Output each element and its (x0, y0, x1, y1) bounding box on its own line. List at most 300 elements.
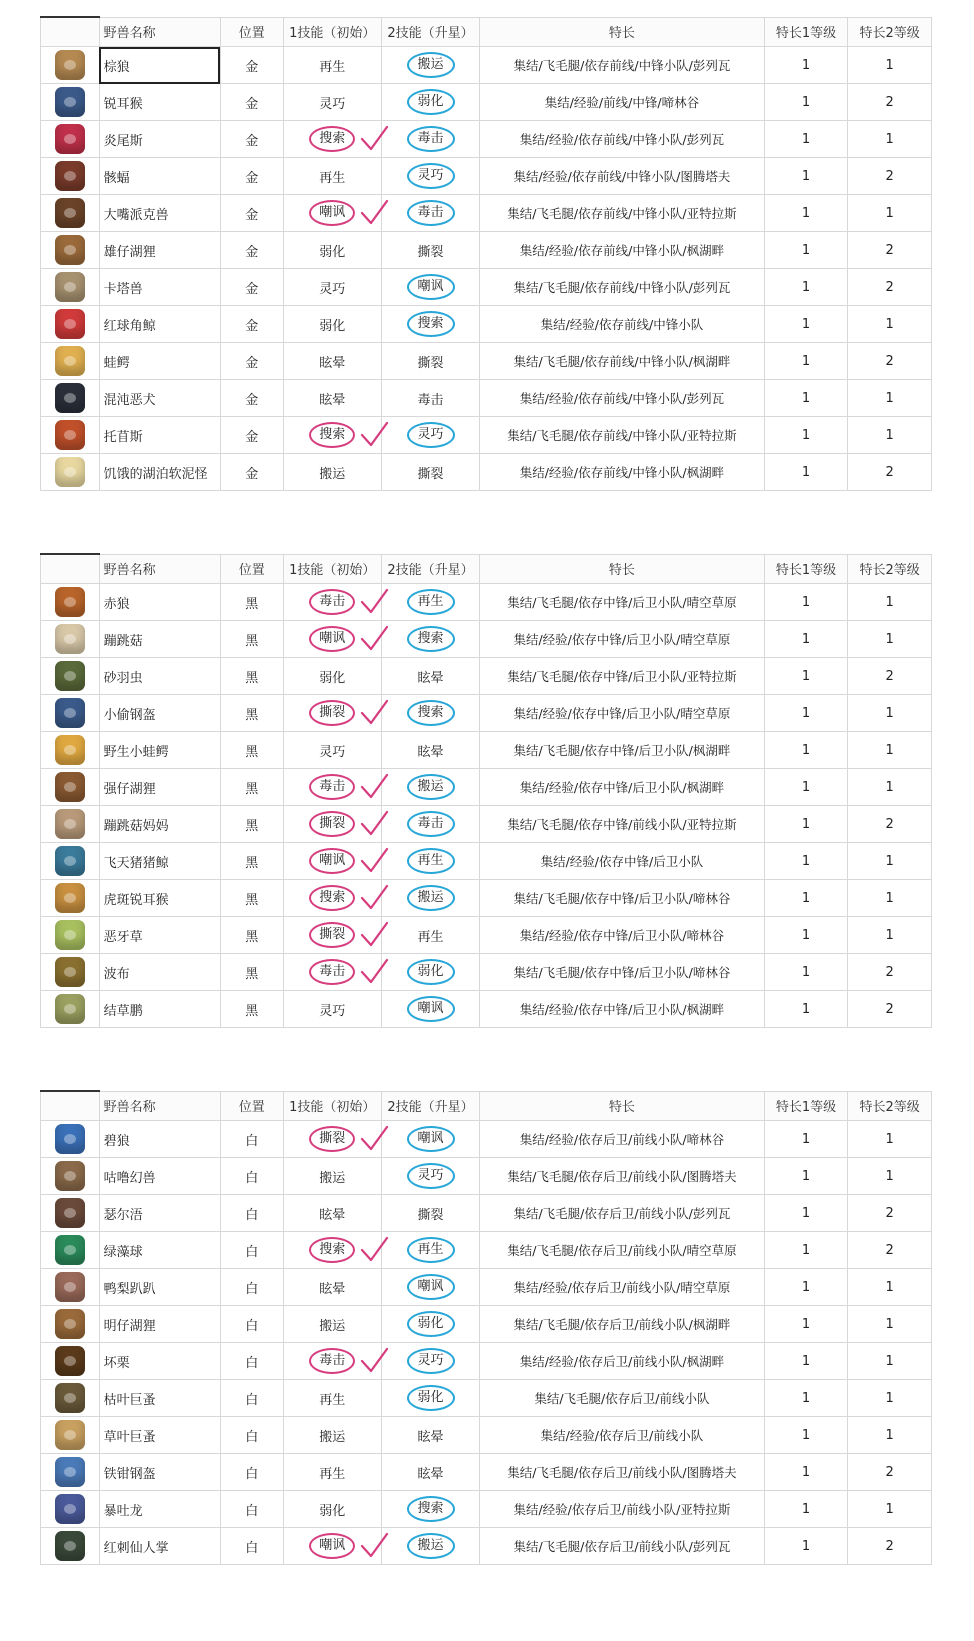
beast-avatar-cell (41, 343, 100, 380)
specialty2-level: 1 (848, 1417, 932, 1454)
beast-avatar-cell (41, 84, 100, 121)
header-cell: 位置 (220, 554, 283, 584)
position-cell: 黑 (220, 732, 283, 769)
beast-name[interactable]: 蛙鳄 (99, 343, 220, 380)
beast-avatar-cell (41, 769, 100, 806)
table-row[interactable] (41, 1306, 932, 1343)
specialty-cell: 集结/飞毛腿/依存后卫/前线小队/彭列瓦 (480, 1528, 764, 1565)
skill1-marked: 嘲讽 (309, 1533, 355, 1559)
beast-avatar-cell (41, 47, 100, 84)
beast-avatar (55, 698, 85, 728)
table-row[interactable] (41, 1232, 932, 1269)
specialty-cell: 集结/经验/依存前线/中锋小队 (480, 306, 764, 343)
specialty-cell: 集结/经验/依存前线/中锋小队/彭列瓦 (480, 121, 764, 158)
beast-avatar (55, 87, 85, 117)
specialty1-level: 1 (764, 1528, 848, 1565)
skill1-cell: 搬运 (283, 1158, 381, 1195)
skill1-cell: 弱化 (283, 306, 381, 343)
specialty1-level: 1 (764, 584, 848, 621)
skill2-cell: 眩晕 (381, 658, 479, 695)
skill2-cell (381, 158, 479, 195)
beast-name[interactable]: 强仔湖狸 (99, 769, 220, 806)
specialty-cell: 集结/经验/依存后卫/前线小队 (480, 1417, 764, 1454)
header-cell: 特长1等级 (764, 17, 848, 47)
specialty2-level: 1 (848, 121, 932, 158)
specialty-cell: 集结/飞毛腿/依存后卫/前线小队 (480, 1380, 764, 1417)
specialty2-level: 1 (848, 195, 932, 232)
skill2-cell: 眩晕 (381, 1417, 479, 1454)
beast-avatar (55, 994, 85, 1024)
position-cell: 金 (220, 121, 283, 158)
skill1-cell: 搬运 (283, 1417, 381, 1454)
table-row[interactable] (41, 1269, 932, 1306)
skill2-cell (381, 195, 479, 232)
header-cell: 位置 (220, 17, 283, 47)
skill2-marked: 搜索 (407, 1496, 455, 1522)
specialty1-level: 1 (764, 732, 848, 769)
table-row[interactable] (41, 1417, 932, 1454)
skill1-cell (283, 1528, 381, 1565)
table-row[interactable] (41, 232, 932, 269)
specialty-cell: 集结/飞毛腿/依存中锋/后卫小队/啼林谷 (480, 954, 764, 991)
table-row[interactable] (41, 454, 932, 491)
beast-name[interactable]: 混沌恶犬 (99, 380, 220, 417)
skill2-marked: 再生 (407, 848, 455, 874)
beast-avatar (55, 957, 85, 987)
beast-avatar-cell (41, 1306, 100, 1343)
skill2-marked: 弱化 (407, 1311, 455, 1337)
beast-avatar (55, 420, 85, 450)
position-cell: 金 (220, 158, 283, 195)
specialty1-level: 1 (764, 880, 848, 917)
specialty1-level: 1 (764, 343, 848, 380)
beast-avatar-cell (41, 621, 100, 658)
beast-name[interactable]: 飞天猪猪鲸 (99, 843, 220, 880)
specialty-cell: 集结/经验/依存中锋/后卫小队/晴空草原 (480, 695, 764, 732)
specialty2-level: 1 (848, 417, 932, 454)
skill1-marked: 毒击 (309, 589, 355, 615)
skill1-cell: 灵巧 (283, 732, 381, 769)
specialty2-level: 1 (848, 1380, 932, 1417)
specialty-cell: 集结/经验/依存后卫/前线小队/啼林谷 (480, 1121, 764, 1158)
table-row[interactable] (41, 84, 932, 121)
table-row[interactable] (41, 843, 932, 880)
skill2-cell: 毒击 (381, 380, 479, 417)
beast-avatar (55, 235, 85, 265)
skill2-cell: 再生 (381, 917, 479, 954)
specialty1-level: 1 (764, 269, 848, 306)
table-row[interactable] (41, 658, 932, 695)
skill2-marked: 毒击 (407, 200, 455, 226)
specialty-cell: 集结/经验/依存后卫/前线小队/枫湖畔 (480, 1343, 764, 1380)
table-row[interactable] (41, 954, 932, 991)
beast-name[interactable]: 咕噜幻兽 (99, 1158, 220, 1195)
specialty2-level: 2 (848, 158, 932, 195)
table-row[interactable] (41, 991, 932, 1028)
beast-avatar-cell (41, 991, 100, 1028)
beast-name[interactable]: 暴吐龙 (99, 1491, 220, 1528)
header-cell: 2技能（升星） (381, 1091, 479, 1121)
specialty-cell: 集结/飞毛腿/依存前线/中锋小队/彭列瓦 (480, 269, 764, 306)
beast-name[interactable]: 大嘴派克兽 (99, 195, 220, 232)
specialty2-level: 2 (848, 658, 932, 695)
position-cell: 黑 (220, 769, 283, 806)
skill1-cell: 灵巧 (283, 269, 381, 306)
specialty-cell: 集结/飞毛腿/依存中锋/后卫小队/亚特拉斯 (480, 658, 764, 695)
skill1-cell: 灵巧 (283, 84, 381, 121)
specialty2-level: 1 (848, 1491, 932, 1528)
skill1-cell (283, 195, 381, 232)
specialty1-level: 1 (764, 991, 848, 1028)
beast-name[interactable]: 小偷钢盔 (99, 695, 220, 732)
skill2-marked: 灵巧 (407, 1348, 455, 1374)
specialty2-level: 2 (848, 454, 932, 491)
beast-avatar (55, 772, 85, 802)
beast-avatar-cell (41, 1454, 100, 1491)
specialty1-level: 1 (764, 1158, 848, 1195)
specialty1-level: 1 (764, 1195, 848, 1232)
beast-name[interactable]: 鸭梨趴趴 (99, 1269, 220, 1306)
beast-avatar-cell (41, 1491, 100, 1528)
specialty-cell: 集结/飞毛腿/依存中锋/后卫小队/啼林谷 (480, 880, 764, 917)
table-row[interactable] (41, 917, 932, 954)
specialty-cell: 集结/经验/依存中锋/后卫小队/啼林谷 (480, 917, 764, 954)
beast-name[interactable]: 饥饿的湖泊软泥怪 (99, 454, 220, 491)
beast-avatar (55, 846, 85, 876)
beast-avatar-cell (41, 269, 100, 306)
specialty2-level: 2 (848, 84, 932, 121)
table-row[interactable] (41, 806, 932, 843)
beast-avatar (55, 1531, 85, 1561)
specialty2-level: 1 (848, 917, 932, 954)
table-row[interactable] (41, 306, 932, 343)
header-cell: 1技能（初始） (283, 1091, 381, 1121)
specialty1-level: 1 (764, 84, 848, 121)
position-cell: 黑 (220, 806, 283, 843)
skill2-marked: 灵巧 (407, 1163, 455, 1189)
skill2-marked: 搜索 (407, 626, 455, 652)
skill1-cell (283, 806, 381, 843)
skill2-cell: 撕裂 (381, 232, 479, 269)
beast-name[interactable]: 炎尾斯 (99, 121, 220, 158)
specialty1-level: 1 (764, 806, 848, 843)
header-avatar (41, 17, 100, 47)
table-row[interactable] (41, 380, 932, 417)
beast-avatar-cell (41, 584, 100, 621)
beast-avatar (55, 346, 85, 376)
beast-avatar (55, 50, 85, 80)
beast-table-black (40, 553, 932, 1028)
beast-name[interactable]: 砂羽虫 (99, 658, 220, 695)
specialty2-level: 2 (848, 1454, 932, 1491)
position-cell: 黑 (220, 880, 283, 917)
specialty2-level: 1 (848, 47, 932, 84)
header-cell: 特长 (480, 554, 764, 584)
table-row[interactable] (41, 732, 932, 769)
header-cell: 特长 (480, 17, 764, 47)
beast-name[interactable]: 结草鹏 (99, 991, 220, 1028)
header-cell: 野兽名称 (99, 1091, 220, 1121)
beast-name[interactable]: 瑟尔浯 (99, 1195, 220, 1232)
skill1-cell (283, 954, 381, 991)
position-cell: 金 (220, 343, 283, 380)
position-cell: 黑 (220, 695, 283, 732)
skill1-marked: 撕裂 (309, 811, 355, 837)
beast-name[interactable]: 卡塔兽 (99, 269, 220, 306)
specialty1-level: 1 (764, 1269, 848, 1306)
beast-name[interactable]: 铁钳钢盔 (99, 1454, 220, 1491)
beast-avatar-cell (41, 1380, 100, 1417)
beast-name[interactable]: 骸蝠 (99, 158, 220, 195)
specialty2-level: 2 (848, 1195, 932, 1232)
skill2-marked: 灵巧 (407, 422, 455, 448)
specialty1-level: 1 (764, 1380, 848, 1417)
beast-avatar (55, 1272, 85, 1302)
beast-name[interactable]: 野生小蛙鳄 (99, 732, 220, 769)
skill1-cell (283, 1343, 381, 1380)
table-row[interactable] (41, 1121, 932, 1158)
skill1-cell (283, 769, 381, 806)
beast-avatar-cell (41, 1195, 100, 1232)
beast-name[interactable]: 虎斑锐耳猴 (99, 880, 220, 917)
skill1-cell (283, 695, 381, 732)
table-row[interactable] (41, 1491, 932, 1528)
specialty2-level: 1 (848, 1306, 932, 1343)
header-cell: 特长2等级 (848, 554, 932, 584)
specialty-cell: 集结/飞毛腿/依存后卫/前线小队/晴空草原 (480, 1232, 764, 1269)
skill1-cell (283, 621, 381, 658)
specialty1-level: 1 (764, 658, 848, 695)
beast-avatar (55, 1309, 85, 1339)
specialty2-level: 1 (848, 769, 932, 806)
skill2-cell (381, 843, 479, 880)
specialty2-level: 1 (848, 880, 932, 917)
header-avatar (41, 1091, 100, 1121)
skill1-cell: 再生 (283, 47, 381, 84)
beast-name[interactable]: 恶牙草 (99, 917, 220, 954)
position-cell: 金 (220, 306, 283, 343)
skill2-marked: 搬运 (407, 774, 455, 800)
specialty-cell: 集结/飞毛腿/依存前线/中锋小队/彭列瓦 (480, 47, 764, 84)
table-row[interactable] (41, 1158, 932, 1195)
beast-avatar (55, 272, 85, 302)
skill2-marked: 嘲讽 (407, 996, 455, 1022)
table-row[interactable] (41, 880, 932, 917)
skill1-marked: 嘲讽 (309, 848, 355, 874)
specialty2-level: 2 (848, 269, 932, 306)
specialty2-level: 1 (848, 1158, 932, 1195)
beast-avatar-cell (41, 1121, 100, 1158)
beast-table-white (40, 1090, 932, 1565)
skill2-cell (381, 1232, 479, 1269)
skill1-cell (283, 917, 381, 954)
specialty-cell: 集结/经验/依存中锋/后卫小队 (480, 843, 764, 880)
table-row[interactable] (41, 269, 932, 306)
skill1-marked: 毒击 (309, 774, 355, 800)
beast-name[interactable]: 草叶巨蚤 (99, 1417, 220, 1454)
header-row (41, 17, 932, 47)
specialty2-level: 1 (848, 621, 932, 658)
table-row[interactable] (41, 584, 932, 621)
table-row[interactable] (41, 1528, 932, 1565)
beast-name[interactable]: 托苜斯 (99, 417, 220, 454)
skill2-cell (381, 954, 479, 991)
specialty1-level: 1 (764, 1306, 848, 1343)
specialty1-level: 1 (764, 843, 848, 880)
table-row[interactable] (41, 195, 932, 232)
header-cell: 2技能（升星） (381, 17, 479, 47)
skill2-cell (381, 584, 479, 621)
specialty2-level: 1 (848, 732, 932, 769)
beast-name[interactable]: 碧狼 (99, 1121, 220, 1158)
skill2-marked: 嘲讽 (407, 1274, 455, 1300)
position-cell: 金 (220, 269, 283, 306)
header-cell: 2技能（升星） (381, 554, 479, 584)
beast-avatar (55, 920, 85, 950)
skill2-cell: 眩晕 (381, 1454, 479, 1491)
skill2-cell (381, 1491, 479, 1528)
table-row[interactable] (41, 695, 932, 732)
table-row[interactable] (41, 47, 932, 84)
skill2-marked: 嘲讽 (407, 274, 455, 300)
specialty-cell: 集结/飞毛腿/依存中锋/后卫小队/枫湖畔 (480, 732, 764, 769)
beast-name[interactable]: 赤狼 (99, 584, 220, 621)
position-cell: 金 (220, 47, 283, 84)
table-row[interactable] (41, 1454, 932, 1491)
skill2-marked: 毒击 (407, 811, 455, 837)
skill1-cell (283, 417, 381, 454)
position-cell: 金 (220, 84, 283, 121)
specialty2-level: 2 (848, 1232, 932, 1269)
specialty-cell: 集结/飞毛腿/依存后卫/前线小队/枫湖畔 (480, 1306, 764, 1343)
beast-avatar (55, 1198, 85, 1228)
specialty1-level: 1 (764, 1417, 848, 1454)
skill1-marked: 搜索 (309, 126, 355, 152)
skill2-cell (381, 1269, 479, 1306)
specialty2-level: 1 (848, 1121, 932, 1158)
skill1-cell (283, 584, 381, 621)
specialty2-level: 2 (848, 806, 932, 843)
skill1-cell: 眩晕 (283, 1195, 381, 1232)
beast-avatar (55, 1383, 85, 1413)
skill2-cell (381, 621, 479, 658)
position-cell: 白 (220, 1380, 283, 1417)
specialty1-level: 1 (764, 1232, 848, 1269)
header-cell: 特长2等级 (848, 1091, 932, 1121)
beast-avatar-cell (41, 306, 100, 343)
skill1-cell: 再生 (283, 1454, 381, 1491)
beast-table-gold (40, 16, 932, 491)
beast-name[interactable]: 雄仔湖狸 (99, 232, 220, 269)
skill1-cell: 弱化 (283, 1491, 381, 1528)
table-row[interactable] (41, 1195, 932, 1232)
skill1-marked: 搜索 (309, 885, 355, 911)
beast-avatar (55, 1420, 85, 1450)
skill2-cell (381, 1121, 479, 1158)
beast-name[interactable]: 波布 (99, 954, 220, 991)
beast-name[interactable]: 蹦跳菇 (99, 621, 220, 658)
table-row[interactable] (41, 343, 932, 380)
table-row[interactable] (41, 1343, 932, 1380)
beast-avatar-cell (41, 917, 100, 954)
skill2-marked: 灵巧 (407, 163, 455, 189)
header-avatar (41, 554, 100, 584)
specialty2-level: 1 (848, 306, 932, 343)
position-cell: 白 (220, 1343, 283, 1380)
skill2-marked: 搬运 (407, 885, 455, 911)
specialty1-level: 1 (764, 121, 848, 158)
beast-name[interactable]: 锐耳猴 (99, 84, 220, 121)
skill2-cell (381, 1343, 479, 1380)
header-row (41, 554, 932, 584)
skill1-marked: 毒击 (309, 1348, 355, 1374)
beast-name[interactable]: 绿藻球 (99, 1232, 220, 1269)
skill2-marked: 搜索 (407, 311, 455, 337)
beast-name[interactable]: 坏栗 (99, 1343, 220, 1380)
skill2-cell (381, 306, 479, 343)
skill2-cell (381, 121, 479, 158)
table-row[interactable] (41, 158, 932, 195)
beast-avatar-cell (41, 658, 100, 695)
table-row[interactable] (41, 417, 932, 454)
position-cell: 黑 (220, 584, 283, 621)
table-row[interactable] (41, 1380, 932, 1417)
position-cell: 白 (220, 1232, 283, 1269)
position-cell: 白 (220, 1306, 283, 1343)
skill2-marked: 弱化 (407, 1385, 455, 1411)
table-row[interactable] (41, 121, 932, 158)
skill1-marked: 嘲讽 (309, 626, 355, 652)
specialty-cell: 集结/飞毛腿/依存前线/中锋小队/亚特拉斯 (480, 417, 764, 454)
beast-avatar (55, 1457, 85, 1487)
position-cell: 金 (220, 195, 283, 232)
skill1-marked: 毒击 (309, 959, 355, 985)
skill2-cell (381, 1306, 479, 1343)
table-row[interactable] (41, 769, 932, 806)
beast-avatar-cell (41, 380, 100, 417)
beast-avatar (55, 809, 85, 839)
specialty-cell: 集结/飞毛腿/依存后卫/前线小队/图腾塔夫 (480, 1158, 764, 1195)
specialty-cell: 集结/经验/依存后卫/前线小队/晴空草原 (480, 1269, 764, 1306)
beast-avatar-cell (41, 195, 100, 232)
position-cell: 黑 (220, 843, 283, 880)
specialty2-level: 2 (848, 1528, 932, 1565)
beast-avatar-cell (41, 1417, 100, 1454)
beast-avatar-cell (41, 1528, 100, 1565)
beast-name[interactable]: 明仔湖狸 (99, 1306, 220, 1343)
skill2-marked: 弱化 (407, 89, 455, 115)
beast-avatar (55, 124, 85, 154)
beast-name[interactable]: 枯叶巨蚤 (99, 1380, 220, 1417)
beast-name[interactable]: 红刺仙人掌 (99, 1528, 220, 1565)
specialty-cell: 集结/飞毛腿/依存后卫/前线小队/图腾塔夫 (480, 1454, 764, 1491)
specialty-cell: 集结/经验/依存中锋/后卫小队/枫湖畔 (480, 991, 764, 1028)
specialty2-level: 2 (848, 991, 932, 1028)
header-cell: 野兽名称 (99, 554, 220, 584)
beast-avatar-cell (41, 121, 100, 158)
beast-name[interactable]: 蹦跳菇妈妈 (99, 806, 220, 843)
beast-avatar-cell (41, 1343, 100, 1380)
header-cell: 特长1等级 (764, 554, 848, 584)
skill2-cell (381, 84, 479, 121)
table-row[interactable] (41, 621, 932, 658)
beast-avatar-cell (41, 954, 100, 991)
skill2-marked: 毒击 (407, 126, 455, 152)
beast-name[interactable]: 棕狼 (99, 47, 220, 84)
beast-name[interactable]: 红球角鲸 (99, 306, 220, 343)
specialty1-level: 1 (764, 695, 848, 732)
skill1-cell: 弱化 (283, 658, 381, 695)
